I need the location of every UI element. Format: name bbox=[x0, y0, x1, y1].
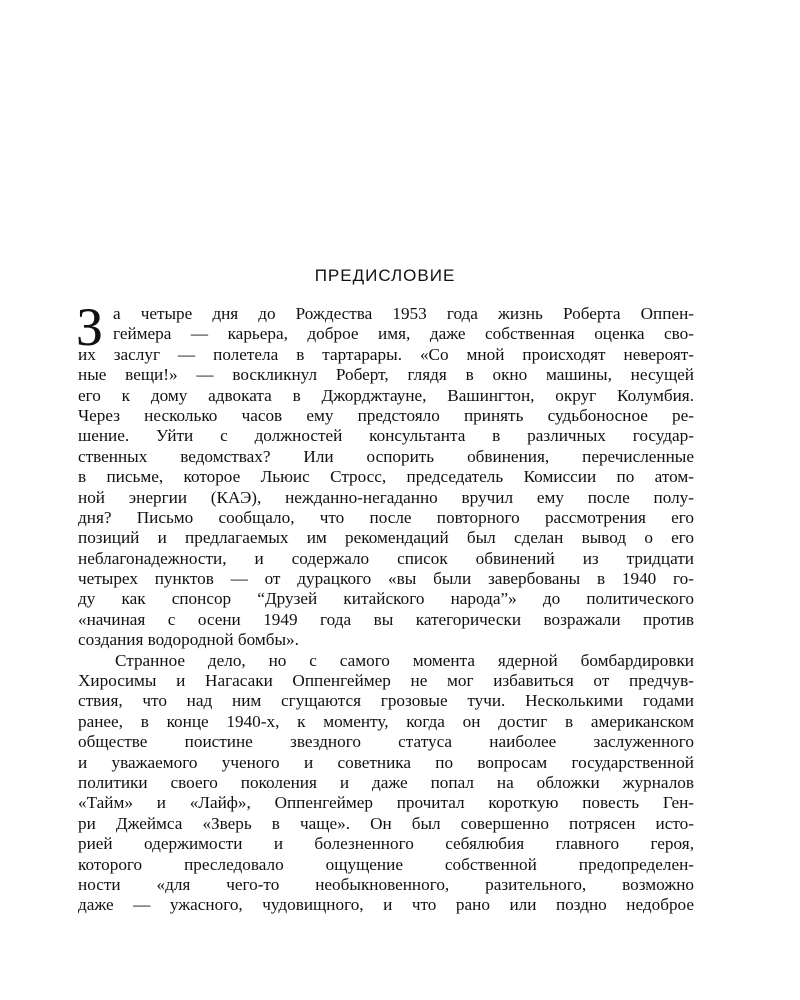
chapter-heading: ПРЕДИСЛОВИЕ bbox=[314, 266, 456, 285]
text-line: ной энергии (КАЭ), нежданно-негаданно вручил ему после полу- bbox=[78, 487, 694, 507]
text-line: ственных ведомствах? Или оспорить обвинения, перечисленные bbox=[78, 446, 694, 466]
text-line: «Тайм» и «Лайф», Оппенгеймер прочитал короткую повесть Ген- bbox=[78, 793, 694, 813]
paragraph-2 bbox=[78, 651, 694, 916]
text-line: политики своего поколения и даже попал на обложки журналов bbox=[78, 772, 694, 792]
text-line: ду как спонсор “Друзей китайского народа”» до политического bbox=[78, 589, 694, 609]
text-line: которого преследовало ощущение собственной предопределен- bbox=[78, 854, 694, 874]
text-line: а четыре дня до Рождества 1953 года жизнь Роберта Оппен- bbox=[113, 304, 694, 323]
text-line: и уважаемого ученого и советника по вопросам государственной bbox=[78, 752, 694, 772]
text-line: ные вещи!» — воскликнул Роберт, глядя в окно машины, несущей bbox=[78, 365, 694, 385]
text-line: даже — ужасного, чудовищного, и что рано или поздно недоброе bbox=[78, 895, 694, 915]
text-line: рией одержимости и болезненного себялюбия главного героя, bbox=[78, 834, 694, 854]
drop-cap: З bbox=[76, 297, 104, 357]
text-line: создания водородной бомбы». bbox=[78, 630, 299, 650]
text-line: Через несколько часов ему предстояло принять судьбоносное ре- bbox=[78, 405, 694, 425]
paragraph-1 bbox=[76, 297, 694, 651]
text-line: Хиросимы и Нагасаки Оппенгеймер не мог избавиться от предчув- bbox=[78, 671, 694, 691]
text-line: ри Джеймса «Зверь в чаще». Он был совершенно потрясен исто- bbox=[78, 813, 694, 833]
text-line: неблагонадежности, и содержало список обвинений из тридцати bbox=[78, 548, 694, 568]
text-line: геймера — карьера, доброе имя, даже собственная оценка сво- bbox=[113, 324, 694, 344]
text-line: четырех пунктов — от дурацкого «вы были завербованы в 1940 го- bbox=[78, 569, 694, 589]
text-line: шение. Уйти с должностей консультанта в различных государ- bbox=[78, 426, 694, 446]
text-line: позиций и предлагаемых им рекомендаций был сделан вывод о его bbox=[78, 528, 694, 548]
text-line: обществе поистине звездного статуса наиболее заслуженного bbox=[78, 732, 694, 752]
text-line: ствия, что над ним сгущаются грозовые тучи. Несколькими годами bbox=[78, 691, 694, 711]
text-line: ности «для чего-то необыкновенного, разительного, возможно bbox=[78, 874, 694, 894]
body-text bbox=[76, 297, 694, 916]
text-line: их заслуг — полетела в тартарары. «Со мной происходят невероят- bbox=[78, 344, 694, 364]
text-line: дня? Письмо сообщало, что после повторного рассмотрения его bbox=[78, 507, 694, 527]
text-line: «начиная с осени 1949 года вы категорически возражали против bbox=[78, 609, 694, 629]
text-line: ранее, в конце 1940-х, к моменту, когда он достиг в американском bbox=[78, 711, 694, 731]
text-line: его к дому адвоката в Джорджтауне, Вашингтон, округ Колумбия. bbox=[78, 385, 694, 405]
text-line: Странное дело, но с самого момента ядерной бомбардировки bbox=[115, 650, 694, 670]
text-line: в письме, которое Льюис Стросс, председатель Комиссии по атом- bbox=[78, 467, 694, 487]
